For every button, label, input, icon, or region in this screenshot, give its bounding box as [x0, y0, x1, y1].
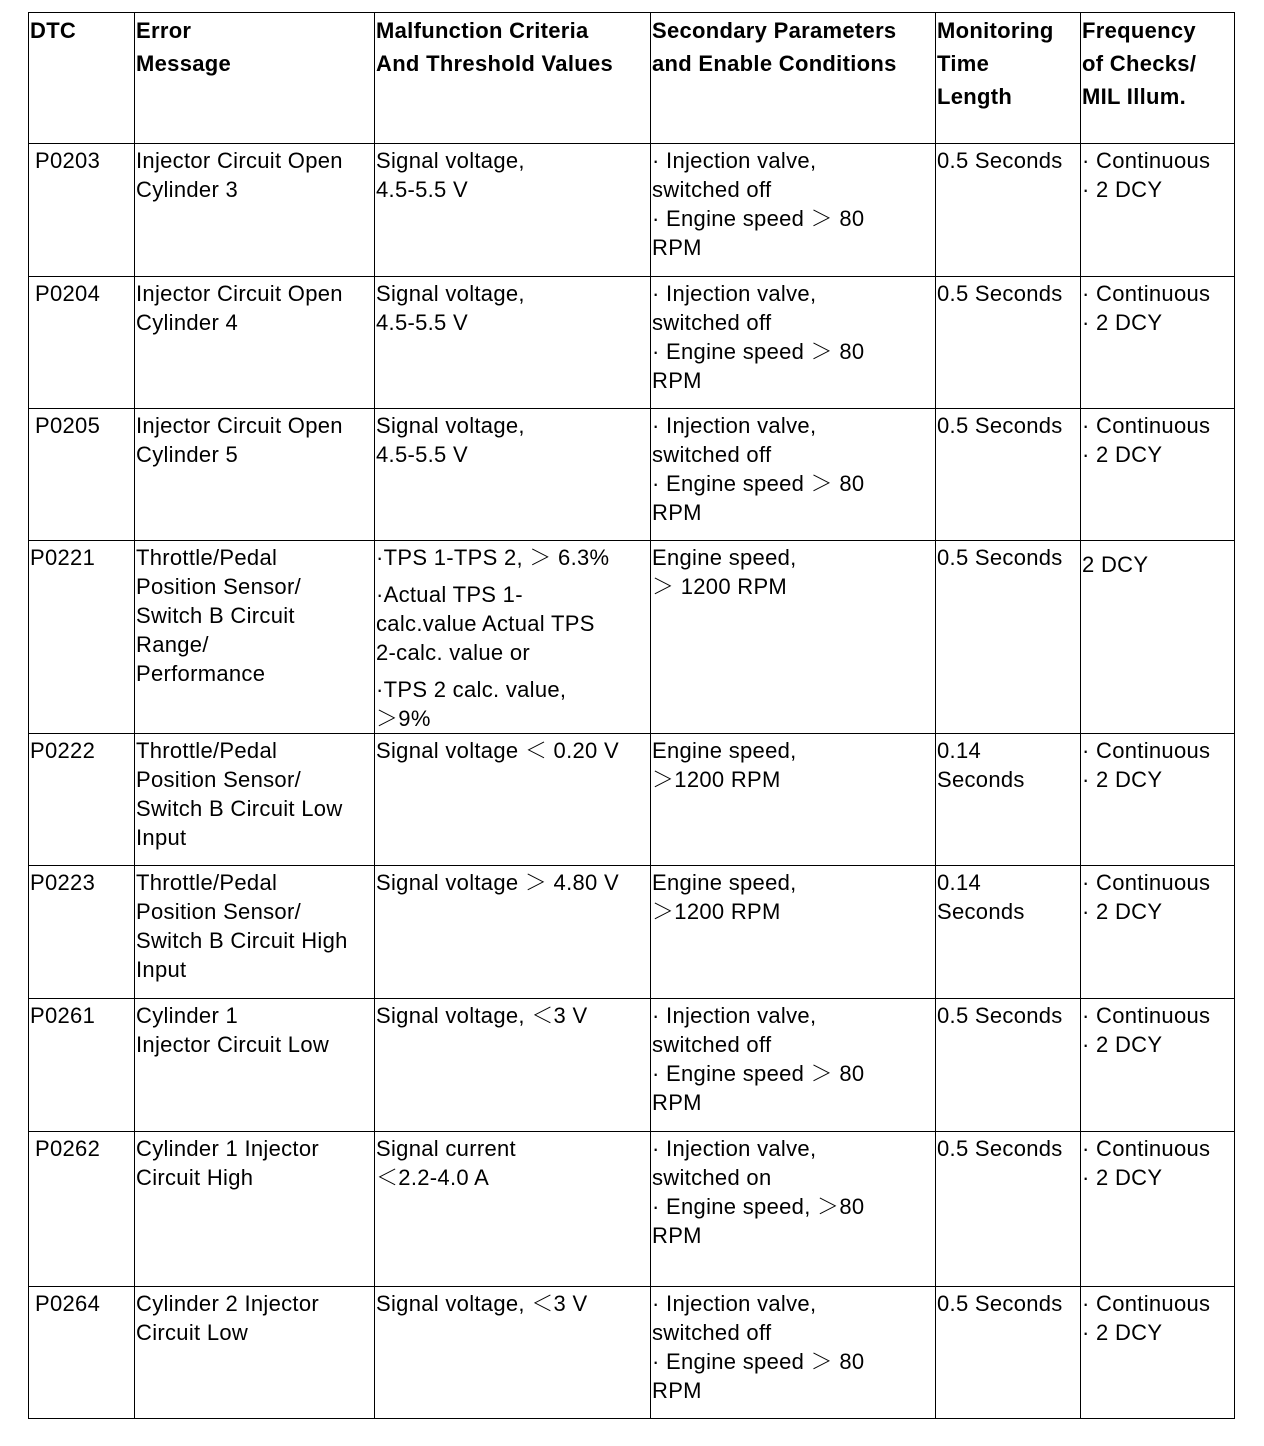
error-message: Cylinder 1 Injector Circuit Low — [135, 999, 375, 1132]
malfunction-criteria: Signal voltage, 4.5-5.5 V — [375, 144, 651, 277]
table-row — [29, 1287, 1235, 1419]
secondary-parameters: · Injection valve, switched on · Engine speed, ＞80 RPM — [651, 1132, 936, 1287]
table-row — [29, 277, 1235, 409]
check-frequency: · Continuous · 2 DCY — [1081, 409, 1235, 541]
check-frequency: · Continuous · 2 DCY — [1081, 866, 1235, 999]
dtc-code: P0205 — [29, 409, 135, 541]
monitoring-time: 0.14 Seconds — [936, 866, 1081, 999]
dtc-code: P0203 — [29, 144, 135, 277]
malfunction-criteria: Signal voltage, ＜3 V — [375, 1287, 651, 1419]
header-dtc: DTC — [29, 13, 135, 144]
table-row — [29, 999, 1235, 1132]
dtc-code: P0262 — [29, 1132, 135, 1287]
dtc-code: P0222 — [29, 734, 135, 866]
error-message: Cylinder 1 Injector Circuit High — [135, 1132, 375, 1287]
monitoring-time: 0.5 Seconds — [936, 1132, 1081, 1287]
table-row — [29, 734, 1235, 866]
secondary-parameters: Engine speed, ＞1200 RPM — [651, 866, 936, 999]
table-row — [29, 1132, 1235, 1287]
header-secondary-parameters: Secondary Parameters and Enable Conditions — [651, 13, 936, 144]
error-message: Throttle/Pedal Position Sensor/ Switch B Circuit Range/ Performance — [135, 541, 375, 734]
error-message: Injector Circuit Open Cylinder 3 — [135, 144, 375, 277]
error-message: Throttle/Pedal Position Sensor/ Switch B Circuit High Input — [135, 866, 375, 999]
monitoring-time: 0.5 Seconds — [936, 541, 1081, 734]
check-frequency: · Continuous · 2 DCY — [1081, 734, 1235, 866]
malfunction-criteria: Signal voltage ＞ 4.80 V — [375, 866, 651, 999]
header-row — [29, 13, 1235, 144]
header-frequency: Frequency of Checks/ MIL Illum. — [1081, 13, 1235, 144]
monitoring-time: 0.5 Seconds — [936, 1287, 1081, 1419]
malfunction-criteria: ·TPS 1-TPS 2, ＞ 6.3% ·Actual TPS 1- calc.value Actual TPS 2-calc. value or ·TPS 2 calc. value, ＞9% — [375, 541, 651, 734]
error-message: Injector Circuit Open Cylinder 4 — [135, 277, 375, 409]
secondary-parameters: · Injection valve, switched off · Engine speed ＞ 80 RPM — [651, 1287, 936, 1419]
check-frequency: 2 DCY — [1081, 541, 1235, 734]
error-message: Injector Circuit Open Cylinder 5 — [135, 409, 375, 541]
header-monitoring-time: Monitoring Time Length — [936, 13, 1081, 144]
header-error-message: Error Message — [135, 13, 375, 144]
secondary-parameters: · Injection valve, switched off · Engine speed ＞ 80 RPM — [651, 144, 936, 277]
check-frequency: · Continuous · 2 DCY — [1081, 999, 1235, 1132]
dtc-code: P0221 — [29, 541, 135, 734]
dtc-code: P0204 — [29, 277, 135, 409]
table-row — [29, 144, 1235, 277]
error-message: Cylinder 2 Injector Circuit Low — [135, 1287, 375, 1419]
malfunction-criteria: Signal voltage ＜ 0.20 V — [375, 734, 651, 866]
error-message: Throttle/Pedal Position Sensor/ Switch B Circuit Low Input — [135, 734, 375, 866]
monitoring-time: 0.5 Seconds — [936, 409, 1081, 541]
malfunction-criteria: Signal voltage, 4.5-5.5 V — [375, 277, 651, 409]
header-malfunction-criteria: Malfunction Criteria And Threshold Values — [375, 13, 651, 144]
table-row — [29, 541, 1235, 734]
secondary-parameters: · Injection valve, switched off · Engine speed ＞ 80 RPM — [651, 999, 936, 1132]
monitoring-time: 0.5 Seconds — [936, 999, 1081, 1132]
dtc-code: P0261 — [29, 999, 135, 1132]
dtc-code: P0264 — [29, 1287, 135, 1419]
monitoring-time: 0.14 Seconds — [936, 734, 1081, 866]
monitoring-time: 0.5 Seconds — [936, 277, 1081, 409]
secondary-parameters: Engine speed, ＞ 1200 RPM — [651, 541, 936, 734]
malfunction-criteria: Signal current ＜2.2-4.0 A — [375, 1132, 651, 1287]
secondary-parameters: · Injection valve, switched off · Engine speed ＞ 80 RPM — [651, 277, 936, 409]
check-frequency: · Continuous · 2 DCY — [1081, 1132, 1235, 1287]
dtc-table — [28, 12, 1235, 1419]
check-frequency: · Continuous · 2 DCY — [1081, 144, 1235, 277]
table-row — [29, 409, 1235, 541]
malfunction-criteria: Signal voltage, ＜3 V — [375, 999, 651, 1132]
secondary-parameters: · Injection valve, switched off · Engine speed ＞ 80 RPM — [651, 409, 936, 541]
table-row — [29, 866, 1235, 999]
malfunction-criteria: Signal voltage, 4.5-5.5 V — [375, 409, 651, 541]
monitoring-time: 0.5 Seconds — [936, 144, 1081, 277]
secondary-parameters: Engine speed, ＞1200 RPM — [651, 734, 936, 866]
check-frequency: · Continuous · 2 DCY — [1081, 1287, 1235, 1419]
check-frequency: · Continuous · 2 DCY — [1081, 277, 1235, 409]
dtc-code: P0223 — [29, 866, 135, 999]
